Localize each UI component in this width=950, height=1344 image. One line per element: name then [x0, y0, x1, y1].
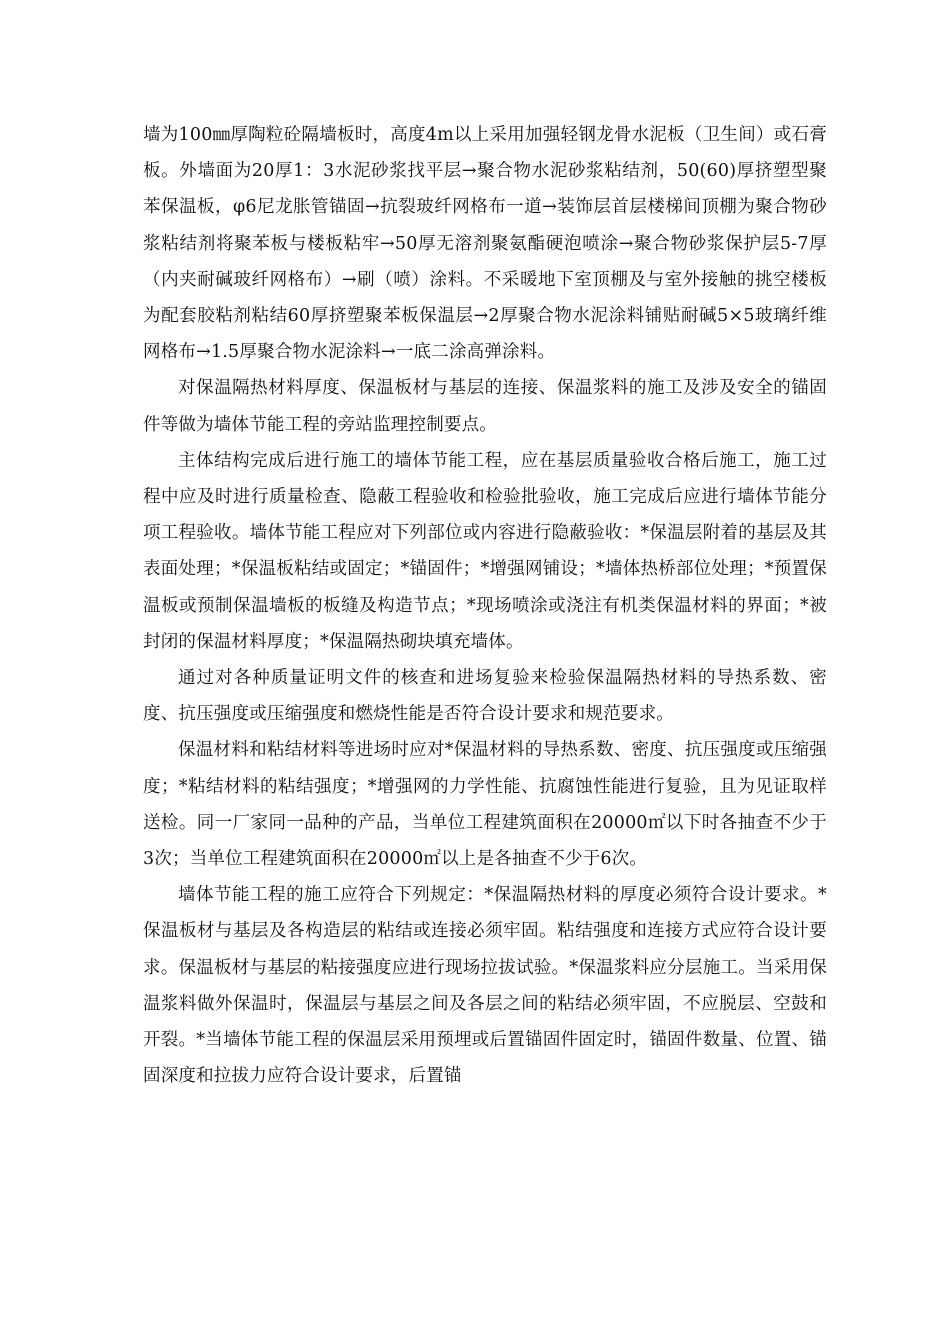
paragraph-5: 保温材料和粘结材料等进场时应对*保温材料的导热系数、密度、抗压强度或压缩强度；*粘结材料的粘结强度；*增强网的力学性能、抗腐蚀性能进行复验，且为见证取样送检。同一厂家同一品种的产品，当单位工程建筑面积在20000㎡以下时各抽查不少于3次；当单位工程建筑面积在20000㎡以上是各抽查不少于6次。	[143, 740, 827, 870]
paragraph-4: 通过对各种质量证明文件的核查和进场复验来检验保温隔热材料的导热系数、密度、抗压强度或压缩强度和燃烧性能是否符合设计要求和规范要求。	[143, 668, 827, 725]
paragraph-3: 主体结构完成后进行施工的墙体节能工程，应在基层质量验收合格后施工，施工过程中应及时进行质量检查、隐蔽工程验收和检验批验收，施工完成后应进行墙体节能分项工程验收。墙体节能工程应对下列部位或内容进行隐蔽验收：*保温层附着的基层及其表面处理；*保温板粘结或固定；*锚固件；*增强网铺设；*墙体热桥部位处理；*预置保温板或预制保温墙板的板缝及构造节点；*现场喷涂或浇注有机类保温材料的界面；*被封闭的保温材料厚度；*保温隔热砌块填充墙体。	[143, 450, 827, 652]
paragraph-6: 墙体节能工程的施工应符合下列规定：*保温隔热材料的厚度必须符合设计要求。*保温板材与基层及各构造层的粘结或连接必须牢固。粘结强度和连接方式应符合设计要求。保温板材与基层的粘接强度应进行现场拉拔试验。*保温浆料应分层施工。当采用保温浆料做外保温时，保温层与基层之间及各层之间的粘结必须牢固，不应脱层、空鼓和开裂。*当墙体节能工程的保温层采用预埋或后置锚固件固定时，锚固件数量、位置、锚固深度和拉拔力应符合设计要求，后置锚	[143, 885, 827, 1087]
document-page	[143, 117, 827, 1094]
paragraph-1: 墙为100㎜厚陶粒砼隔墙板时，高度4m以上采用加强轻钢龙骨水泥板（卫生间）或石膏板。外墙面为20厚1：3水泥砂浆找平层→聚合物水泥砂浆粘结剂，50(60)厚挤塑型聚苯保温板，φ6尼龙胀管锚固→抗裂玻纤网格布一道→装饰层首层楼梯间顶棚为聚合物砂浆粘结剂将聚苯板与楼板粘牢→50厚无溶剂聚氨酯硬泡喷涂→聚合物砂浆保护层5-7厚（内夹耐碱玻纤网格布）→刷（喷）涂料。不采暖地下室顶棚及与室外接触的挑空楼板为配套胶粘剂粘结60厚挤塑聚苯板保温层→2厚聚合物水泥涂料铺贴耐碱5×5玻璃纤维网格布→1.5厚聚合物水泥涂料→一底二涂高弹涂料。	[143, 125, 827, 363]
paragraph-2: 对保温隔热材料厚度、保温板材与基层的连接、保温浆料的施工及涉及安全的锚固件等做为墙体节能工程的旁站监理控制要点。	[143, 378, 827, 435]
